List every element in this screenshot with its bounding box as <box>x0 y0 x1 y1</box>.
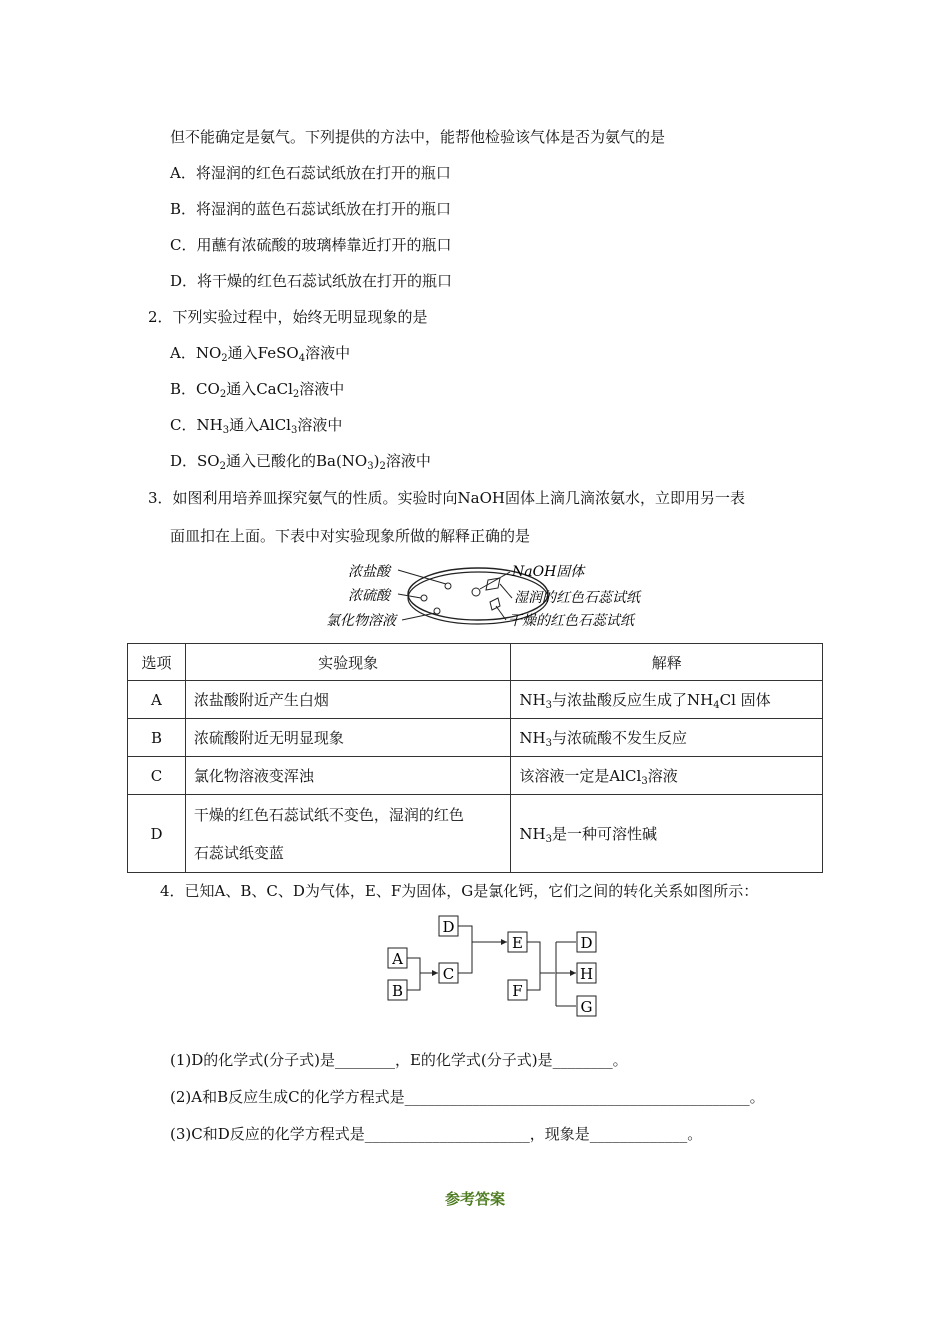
petri-dish-figure <box>320 558 670 634</box>
q3-answer-table <box>127 643 823 873</box>
q3-stem-line1: 3．如图利用培养皿探究氨气的性质。实验时向NaOH固体上滴几滴浓氨水，立即用另一表 <box>148 489 745 507</box>
q1-option-a: A．将湿润的红色石蕊试纸放在打开的瓶口 <box>170 164 451 182</box>
row-option: D <box>128 795 186 873</box>
label-wet-litmus: 湿润的红色石蕊试纸 <box>514 590 640 606</box>
label-d1: D <box>442 918 455 936</box>
label-e: E <box>512 934 523 952</box>
label-d2: D <box>580 934 593 952</box>
row-option: C <box>128 757 186 795</box>
row-option: A <box>128 681 186 719</box>
row-explanation: $NH_3$是一种可溶性碱 <box>511 795 823 873</box>
label-f: F <box>512 982 523 1000</box>
q2-option-d: D．$SO_2$通入已酸化的$Ba(NO_3)_2$溶液中 <box>170 452 431 472</box>
q2-option-c: C．$NH_3$通入AlCl$_3$溶液中 <box>170 416 343 436</box>
row-phenomenon-line1: 干燥的红色石蕊试纸不变色，湿润的红色 <box>193 805 464 824</box>
table-row <box>128 719 823 757</box>
row-phenomenon-line2: 石蕊试纸变蓝 <box>193 843 284 862</box>
row-phenomenon: 浓盐酸附近产生白烟 <box>185 681 511 719</box>
label-b: B <box>391 982 404 1000</box>
q2-option-a: A．$NO_2$通入FeSO$_4$溶液中 <box>170 344 351 364</box>
q2-stem: 2．下列实验过程中，始终无明显现象的是 <box>148 308 428 326</box>
row-option: B <box>128 719 186 757</box>
q2-option-b: B．$CO_2$通入CaCl$_2$溶液中 <box>170 380 345 400</box>
label-a: A <box>392 950 403 968</box>
table-row <box>128 757 823 795</box>
label-naoh: NaOH固体 <box>512 564 585 580</box>
q1-option-b: B．将湿润的蓝色石蕊试纸放在打开的瓶口 <box>170 200 452 218</box>
label-h: H <box>579 965 594 983</box>
table-header-row <box>128 644 823 681</box>
drop-h2so4 <box>421 595 427 601</box>
q4-part2: (2)A和B反应生成C的化学方程式是______________________________________________。 <box>170 1088 765 1106</box>
row-phenomenon <box>185 795 511 873</box>
label-hcl: 浓盐酸 <box>348 564 390 580</box>
q4-part1: (1)D的化学式(分子式)是________，E的化学式(分子式)是________。 <box>170 1051 628 1069</box>
header-explanation: 解释 <box>511 644 823 681</box>
label-h2so4: 浓硫酸 <box>348 588 390 604</box>
naoh-solid <box>472 588 480 596</box>
row-explanation: 该溶液一定是AlCl$_3$溶液 <box>511 757 823 795</box>
dry-litmus-paper <box>490 598 500 610</box>
q3-stem-line2: 面皿扣在上面。下表中对实验现象所做的解释正确的是 <box>170 527 531 545</box>
row-explanation: $NH_3$与浓硫酸不发生反应 <box>511 719 823 757</box>
q4-conversion-diagram <box>380 910 610 1020</box>
label-chloride: 氯化物溶液 <box>326 613 396 629</box>
q4-stem: 4．已知A、B、C、D为气体，E、F为固体，G是氯化钙，它们之间的转化关系如图所示： <box>160 882 759 900</box>
header-phenomenon: 实验现象 <box>185 644 511 681</box>
row-phenomenon: 浓硫酸附近无明显现象 <box>185 719 511 757</box>
table-row <box>128 795 823 873</box>
label-dry-litmus: 干燥的红色石蕊试纸 <box>508 613 634 629</box>
answer-heading: 参考答案 <box>444 1190 505 1208</box>
q1-stem-continuation: 但不能确定是氨气。下列提供的方法中，能帮他检验该气体是否为氨气的是 <box>170 128 666 146</box>
header-option: 选项 <box>128 644 186 681</box>
q4-part3: (3)C和D反应的化学方程式是______________________，现象是_____________。 <box>170 1125 703 1143</box>
q1-option-c: C．用蘸有浓硫酸的玻璃棒靠近打开的瓶口 <box>170 236 452 254</box>
q1-option-d: D．将干燥的红色石蕊试纸放在打开的瓶口 <box>170 272 453 290</box>
table-row <box>128 681 823 719</box>
row-explanation: $NH_3$与浓盐酸反应生成了$NH_4Cl$ 固体 <box>511 681 823 719</box>
label-c: C <box>442 965 455 983</box>
row-phenomenon: 氯化物溶液变浑浊 <box>185 757 511 795</box>
label-g: G <box>580 998 593 1016</box>
